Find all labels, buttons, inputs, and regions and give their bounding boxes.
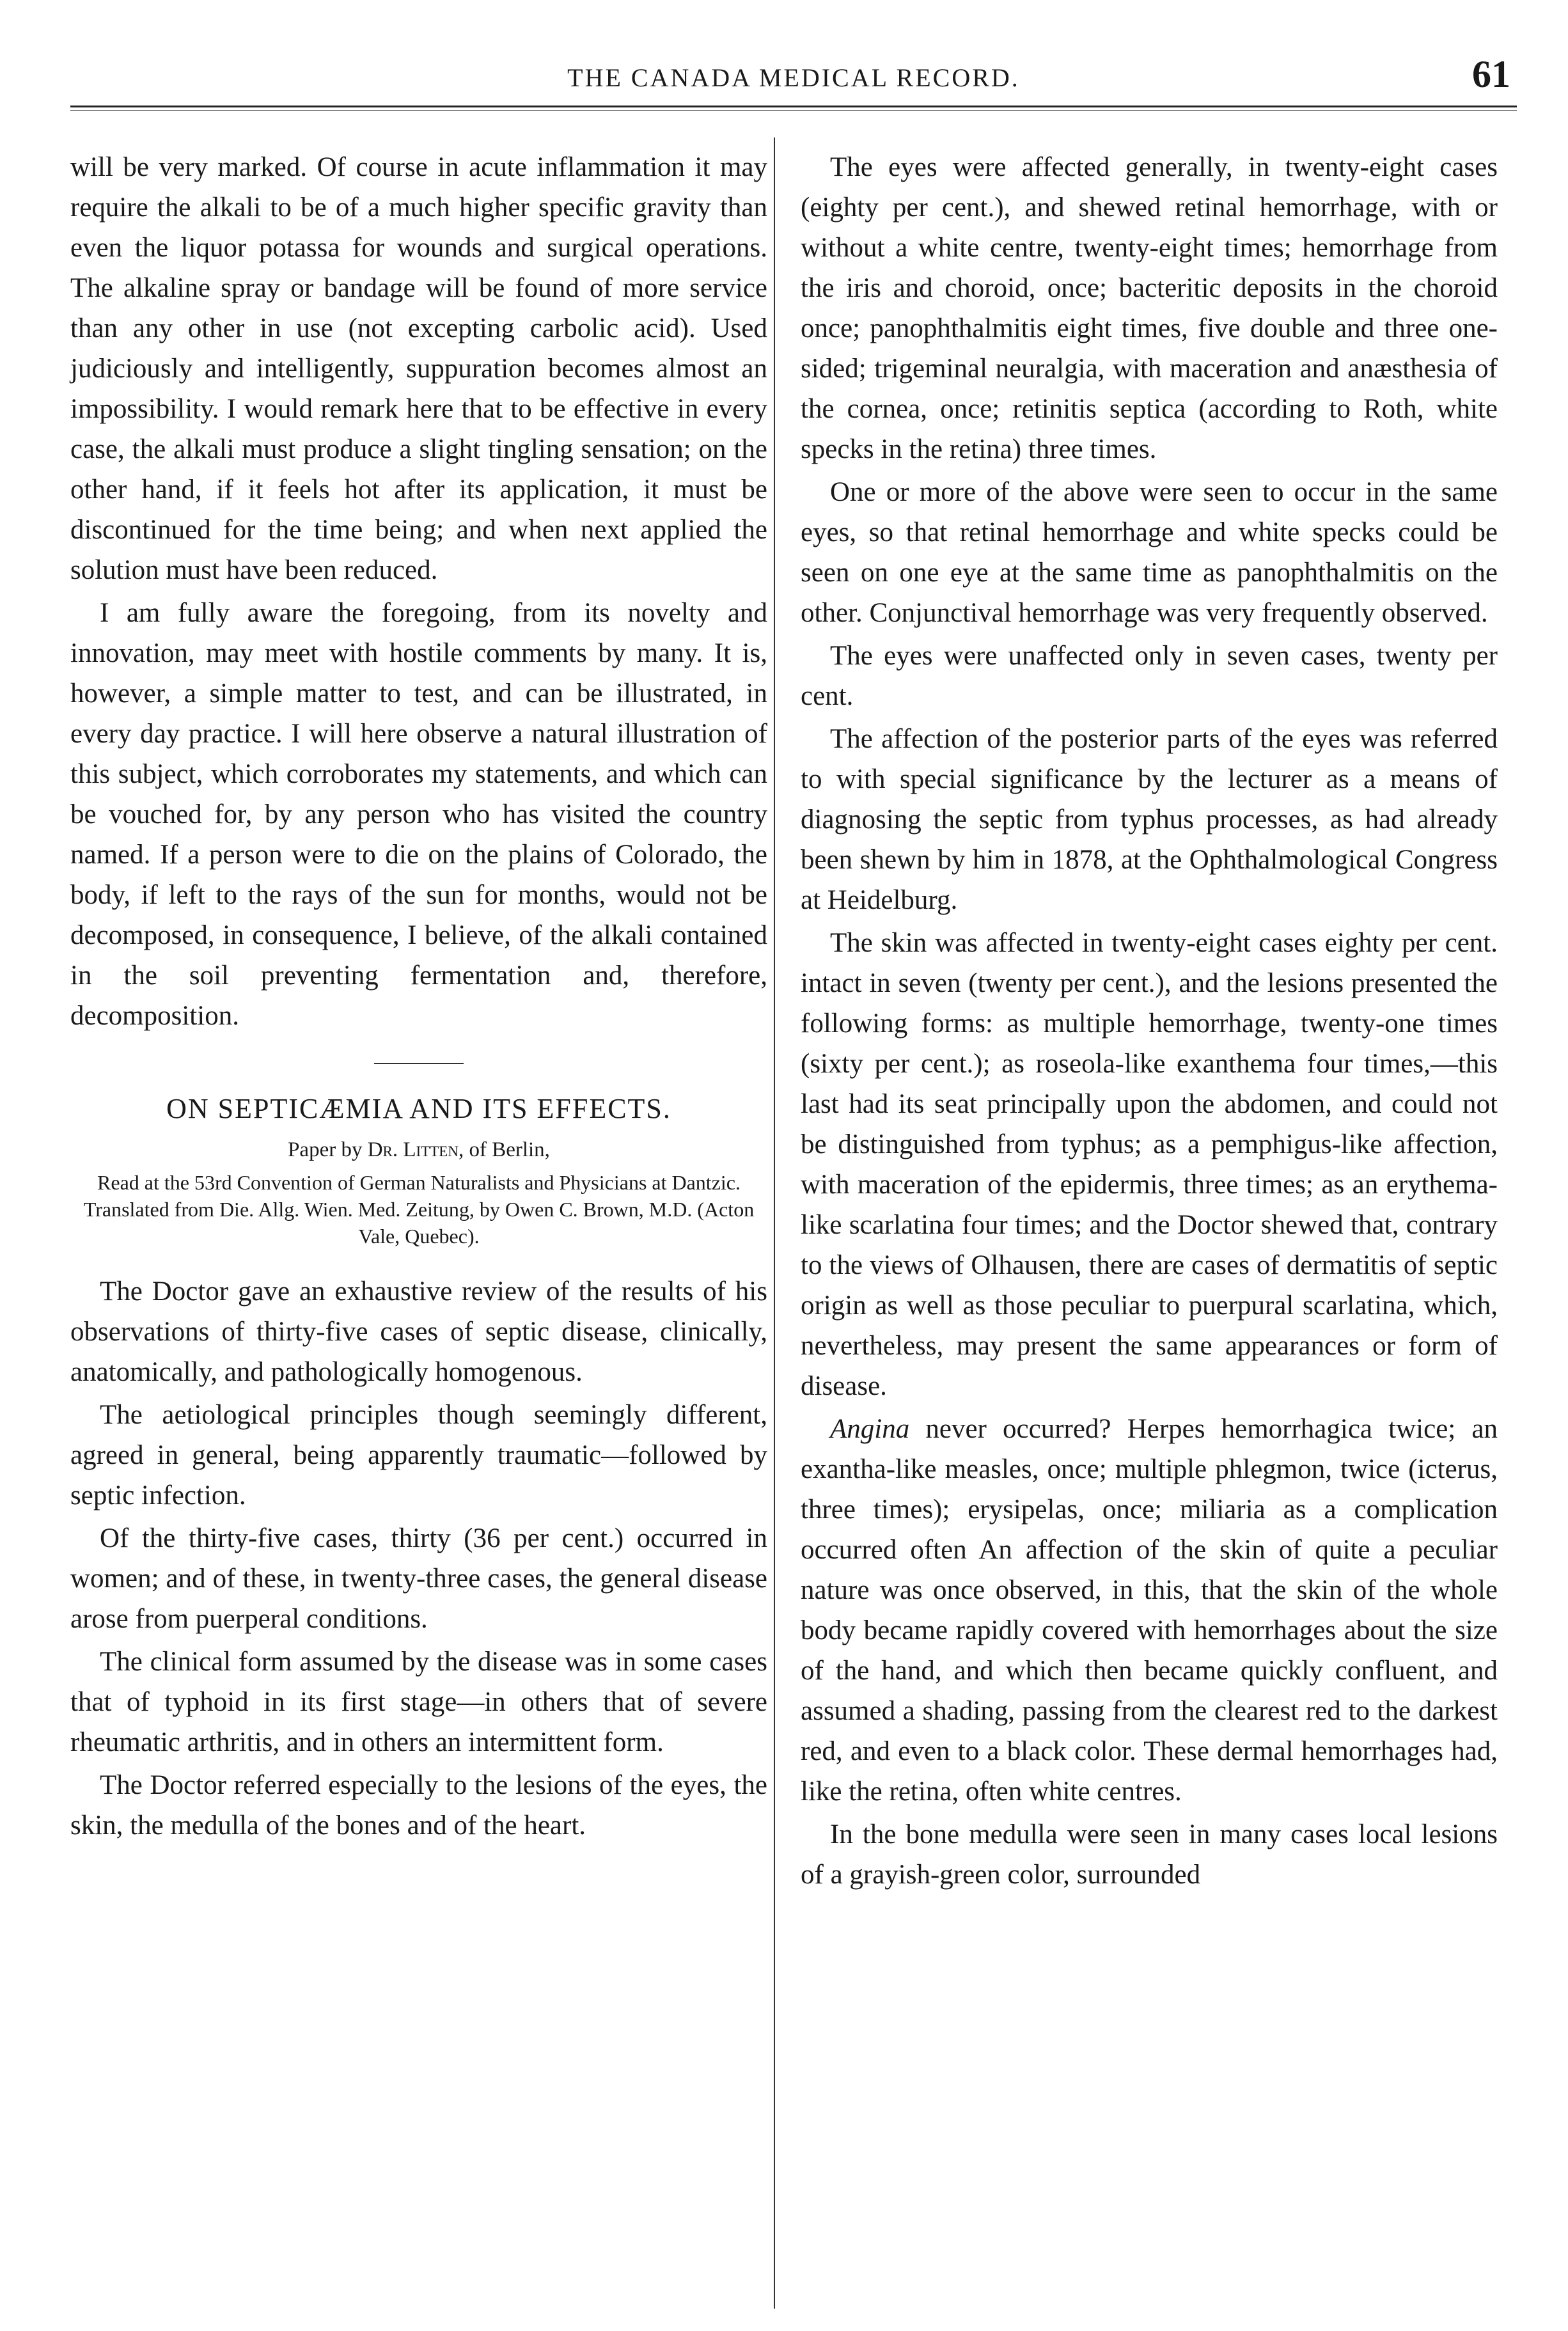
paragraph: The Doctor referred especially to the lesions of the eyes, the skin, the medulla of the bones and of the heart. <box>70 1770 767 1840</box>
paragraph-text: never occurred? Herpes hemorrhagica twice; an exantha-like measles, once; multiple phlegmon, twice (icterus, three times); erysipelas, once; miliaria as a complication occurred often An affection of the skin of quite a peculiar nature was once observed, in this, that the skin of the whole body became rapidly covered with hemorrhages about the size of the hand, and which then became quickly confluent, and assumed a shading, passing from the clearest red to the darkest red, and even to a black color. These dermal hemorrhages had, like the retina, often white centres. <box>801 1414 1498 1807</box>
translation-note: Read at the 53rd Convention of German Naturalists and Physicians at Dantzic. Translated from Die. Allg. Wien. Med. Zeitung, by Owen C. Brown, M.D. (Acton Vale, Quebec). <box>83 1171 755 1248</box>
article-title: ON SEPTICÆMIA AND ITS EFFECTS. <box>166 1093 671 1124</box>
column-divider <box>774 137 775 2309</box>
running-head <box>70 51 1517 109</box>
byline-suffix: , of Berlin, <box>458 1138 550 1161</box>
page-number: 61 <box>1472 53 1510 95</box>
byline-prefix: Paper by <box>288 1138 363 1161</box>
paragraph: The eyes were affected generally, in twenty-eight cases (eighty per cent.), and shewed retinal hemorrhage, with or without a white centre, twenty-eight times; hemorrhage from the iris and choroid, once; bacteritic deposits in the choroid once; panophthalmitis eight times, five double and three one-sided; trigeminal neuralgia, with maceration and anæsthesia of the cornea, once; retinitis septica (according to Roth, white specks in the retina) three times. <box>801 152 1498 464</box>
paragraph: The skin was affected in twenty-eight cases eighty per cent. intact in seven (twenty per cent.), and the lesions presented the following forms: as multiple hemorrhage, twenty-one times (sixty per cent.); as roseola-like exanthema four times,—this last had its seat principally upon the abdomen, and could not be distinguished from typhus; as a pemphigus-like affection, with maceration of the epidermis, three times; as an erythema-like scarlatina four times; and the Doctor shewed that, contrary to the views of Olhausen, there are cases of dermatitis of septic origin as well as those peculiar to puerpural scarlatina, which, nevertheless, may present the same appearances or form of disease. <box>801 928 1498 1401</box>
byline-author: Dr. Litten <box>367 1138 459 1161</box>
header-rule-thin <box>70 110 1517 111</box>
article-byline <box>70 1136 767 1164</box>
paragraph: The aetiological principles though seemingly different, agreed in general, being apparently traumatic—followed by septic infection. <box>70 1400 767 1511</box>
paragraph: I am fully aware the foregoing, from its novelty and innovation, may meet with hostile comments by many. It is, however, a simple matter to test, and can be illustrated, in every day practice. I will here observe a natural illustration of this subject, which corroborates my statements, and which can be vouched for, by any person who has visited the country named. If a person were to die on the plains of Colorado, the body, if left to the rays of the sun for months, would not be decomposed, in consequence, I believe, of the alkali contained in the soil preventing fermentation and, therefore, decomposition. <box>70 598 767 1031</box>
italic-term: Angina <box>830 1414 910 1444</box>
left-column <box>70 147 767 1846</box>
paragraph: will be very marked. Of course in acute inflammation it may require the alkali to be of a much higher specific gravity than even the liquor potassa for wounds and surgical operations. The alkaline spray or bandage will be found of more service than any other in use (not excepting carbolic acid). Used judiciously and intelligently, suppuration becomes almost an impossibility. I would remark here that to be effective in every case, the alkali must produce a slight tingling sensation; on the other hand, if it feels hot after its application, it must be discontinued for the time being; and when next applied the solution must have been reduced. <box>70 152 767 585</box>
header-rule <box>70 106 1517 107</box>
section-divider <box>374 1063 464 1064</box>
paragraph: The clinical form assumed by the disease was in some cases that of typhoid in its first stage—in others that of severe rheumatic arthritis, and in others an intermittent form. <box>70 1647 767 1757</box>
paragraph: The affection of the posterior parts of the eyes was referred to with special significance by the lecturer as a means of diagnosing the septic from typhus processes, as had already been shewn by him in 1878, at the Ophthalmological Congress at Heidelburg. <box>801 724 1498 915</box>
paragraph: In the bone medulla were seen in many cases local lesions of a grayish-green color, surrounded <box>801 1819 1498 1890</box>
paragraph: One or more of the above were seen to occur in the same eyes, so that retinal hemorrhage and white specks could be seen on one eye at the same time as panophthalmitis on the other. Conjunctival hemorrhage was very frequently observed. <box>801 477 1498 628</box>
paragraph <box>801 1409 1498 1812</box>
paragraph: The eyes were unaffected only in seven cases, twenty per cent. <box>801 641 1498 711</box>
paragraph: Of the thirty-five cases, thirty (36 per cent.) occurred in women; and of these, in twenty-three cases, the general disease arose from puerperal conditions. <box>70 1523 767 1634</box>
paragraph: The Doctor gave an exhaustive review of the results of his observations of thirty-five cases of septic disease, clinically, anatomically, and pathologically homogenous. <box>70 1276 767 1387</box>
right-column <box>801 147 1498 1895</box>
running-title: THE CANADA MEDICAL RECORD. <box>567 63 1020 92</box>
